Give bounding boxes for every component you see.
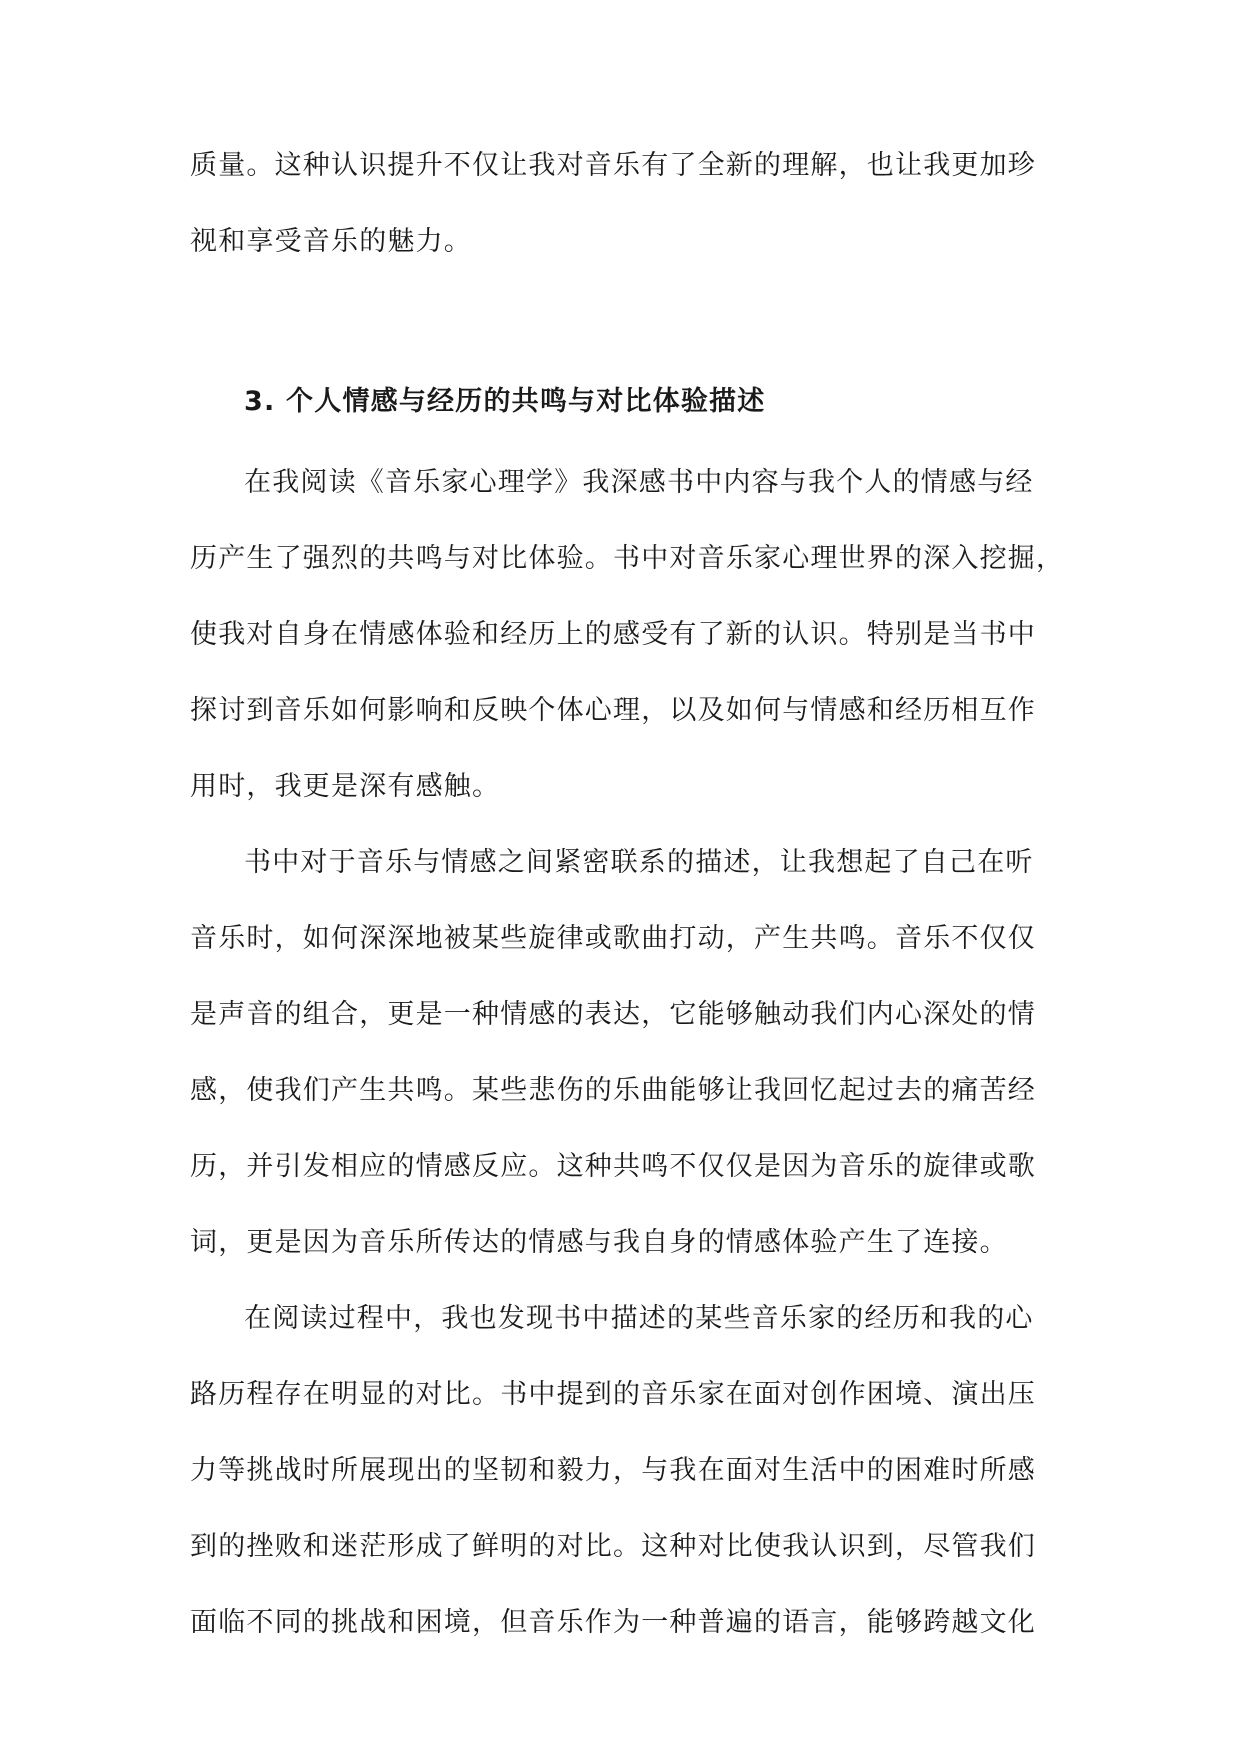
section-title: 3. 个人情感与经历的共鸣与对比体验描述 — [244, 386, 766, 417]
paragraph-1 — [190, 445, 1065, 825]
text-line: 词，更是因为音乐所传达的情感与我自身的情感体验产生了连接。 — [190, 1227, 1008, 1258]
text-line: 探讨到音乐如何影响和反映个体心理，以及如何与情感和经历相互作 — [190, 695, 1036, 726]
text-line: 面临不同的挑战和困境，但音乐作为一种普遍的语言，能够跨越文化 — [190, 1607, 1036, 1638]
text-line: 视和享受音乐的魅力。 — [190, 226, 472, 257]
paragraph-2 — [190, 825, 1060, 1281]
text-line: 力等挑战时所展现出的坚韧和毅力，与我在面对生活中的困难时所感 — [190, 1455, 1036, 1486]
text-line: 感，使我们产生共鸣。某些悲伤的乐曲能够让我回忆起过去的痛苦经 — [190, 1075, 1036, 1106]
text-line: 到的挫败和迷茫形成了鲜明的对比。这种对比使我认识到，尽管我们 — [190, 1531, 1036, 1562]
document-body — [190, 128, 1065, 1661]
text-line: 使我对自身在情感体验和经历上的感受有了新的认识。特别是当书中 — [190, 619, 1036, 650]
text-line: 书中对于音乐与情感之间紧密联系的描述，让我想起了自己在听 — [244, 847, 1034, 878]
paragraph-3 — [190, 1281, 1060, 1661]
text-line: 历产生了强烈的共鸣与对比体验。书中对音乐家心理世界的深入挖掘， — [190, 543, 1065, 574]
text-line: 路历程存在明显的对比。书中提到的音乐家在面对创作困境、演出压 — [190, 1379, 1036, 1410]
section-heading — [190, 364, 1060, 440]
text-line: 是声音的组合，更是一种情感的表达，它能够触动我们内心深处的情 — [190, 999, 1036, 1030]
text-line: 在我阅读《音乐家心理学》我深感书中内容与我个人的情感与经 — [244, 467, 1034, 498]
text-line: 用时，我更是深有感触。 — [190, 771, 501, 802]
paragraph-continued — [190, 128, 1060, 280]
text-line: 在阅读过程中，我也发现书中描述的某些音乐家的经历和我的心 — [244, 1303, 1034, 1334]
text-line: 质量。这种认识提升不仅让我对音乐有了全新的理解，也让我更加珍 — [190, 150, 1036, 181]
text-line: 音乐时，如何深深地被某些旋律或歌曲打动，产生共鸣。音乐不仅仅 — [190, 923, 1036, 954]
text-line: 历，并引发相应的情感反应。这种共鸣不仅仅是因为音乐的旋律或歌 — [190, 1151, 1036, 1182]
